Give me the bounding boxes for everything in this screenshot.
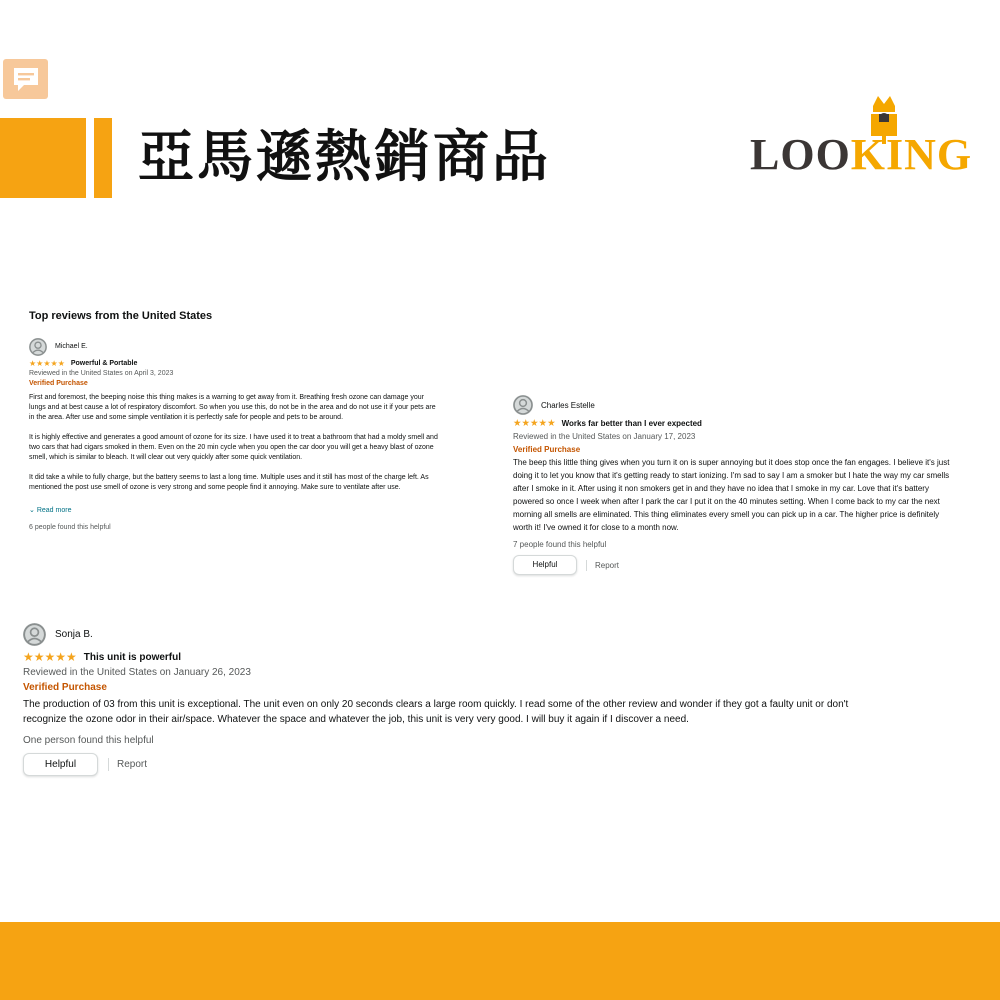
review-date: Reviewed in the United States on January 17, 2023 — [513, 432, 696, 441]
read-more-link[interactable]: ⌄ Read more — [29, 507, 72, 514]
footer-band — [0, 922, 1000, 1000]
review-paragraph: First and foremost, the beeping noise this thing makes is a warning to get away from it. Breathing fresh ozone can damage your lungs and at best cause a lot of respiratory discomfort. So when you use this, do not be in the area and do not use it if your pets are in the area. After use and some simple ventilation it is perfectly safe for people and pets to be around. — [29, 394, 436, 421]
verified-purchase-badge: Verified Purchase — [29, 380, 88, 387]
accent-bar-thin — [94, 118, 112, 198]
report-link[interactable]: Report — [117, 759, 148, 770]
logo-wordmark: LOOKING — [750, 130, 973, 179]
verified-purchase-badge: Verified Purchase — [513, 445, 581, 454]
review-card-michael — [29, 338, 439, 533]
helpful-count: One person found this helpful — [23, 735, 154, 746]
review-author-row — [513, 395, 958, 415]
chat-bubble-icon — [3, 59, 48, 99]
chevron-down-icon: ⌄ — [29, 507, 35, 514]
divider — [586, 560, 587, 571]
review-author-row — [29, 338, 439, 356]
review-date: Reviewed in the United States on January 26, 2023 — [23, 667, 251, 678]
avatar-icon — [513, 395, 533, 415]
verified-purchase-badge: Verified Purchase — [23, 682, 107, 693]
avatar-icon — [23, 623, 46, 646]
review-author-row — [23, 623, 883, 646]
helpful-count: 7 people found this helpful — [513, 540, 607, 549]
review-body — [23, 697, 883, 727]
star-rating-icon[interactable]: ★★★★★ — [23, 650, 77, 664]
helpful-button[interactable]: Helpful — [513, 555, 577, 575]
review-date: Reviewed in the United States on April 3, 2023 — [29, 370, 174, 377]
review-actions — [513, 555, 958, 575]
reviewer-name[interactable]: Michael E. — [55, 343, 88, 350]
brand-logo — [750, 92, 973, 182]
review-actions — [23, 753, 883, 776]
review-card-sonja — [23, 623, 883, 776]
divider — [108, 758, 109, 771]
review-title[interactable]: This unit is powerful — [83, 652, 182, 663]
review-paragraph: It is highly effective and generates a good amount of ozone for its size. I have used it to treat a bathroom that had a moldy smell and two cars that had cigars smoked in them. Even on the 20 min cycle when you open the car door you will get a heavy blast of ozone smell, which is similar to bleach. It will clear out very quickly after some quick ventilation. — [29, 434, 438, 461]
reviews-section-title: Top reviews from the United States — [29, 310, 213, 322]
helpful-button[interactable]: Helpful — [23, 753, 98, 776]
review-card-charles — [513, 395, 958, 575]
avatar-icon — [29, 338, 47, 356]
helpful-count: 6 people found this helpful — [29, 524, 111, 531]
review-title[interactable]: Powerful & Portable — [70, 360, 138, 367]
review-body — [29, 393, 439, 493]
star-rating-icon[interactable]: ★★★★★ — [29, 359, 65, 368]
review-title[interactable]: Works far better than I ever expected — [561, 419, 702, 428]
review-paragraph: It did take a while to fully charge, but the battery seems to last a long time. Multiple uses and it still has most of the charge left. As mentioned the post use smell of ozone is very strong and some people find it annoying. Make sure to ventilate after use. — [29, 474, 429, 491]
report-link[interactable]: Report — [595, 560, 620, 570]
review-body — [513, 456, 958, 534]
reviewer-name[interactable]: Sonja B. — [55, 629, 93, 640]
accent-bar-thick — [0, 118, 86, 198]
reviewer-name[interactable]: Charles Estelle — [541, 400, 595, 410]
review-paragraph: The beep this little thing gives when you turn it on is super annoying but it does stop once the fan engages. I believe it's just doing it to let you know that it's getting ready to start ionizing. I'm sad to say I am a smoker but I hate the way my car smells after I smoke in it. After using it non smokers get in and they have no idea that I smoke in my car. Love that it's battery powered so once I week when after I park the car I put it on the 40 minutes setting. When I come back to my car the next morning all smells are eliminated. This thing eliminates every smell you can pick up in a car. The higher price is definitely worth it! I've owned it for close to a month now. — [513, 458, 950, 532]
review-paragraph: The production of 03 from this unit is exceptional. The unit even on only 20 seconds clears a large room quickly. I read some of the other review and wonder if they got a faulty unit or don't recognize the ozone odor in their air/space. Whatever the space and whatever the job, this unit is very very good. I will buy it again if I discover a need. — [23, 699, 849, 725]
star-rating-icon[interactable]: ★★★★★ — [513, 418, 556, 429]
page-title: 亞馬遜熱銷商品 — [138, 125, 551, 190]
